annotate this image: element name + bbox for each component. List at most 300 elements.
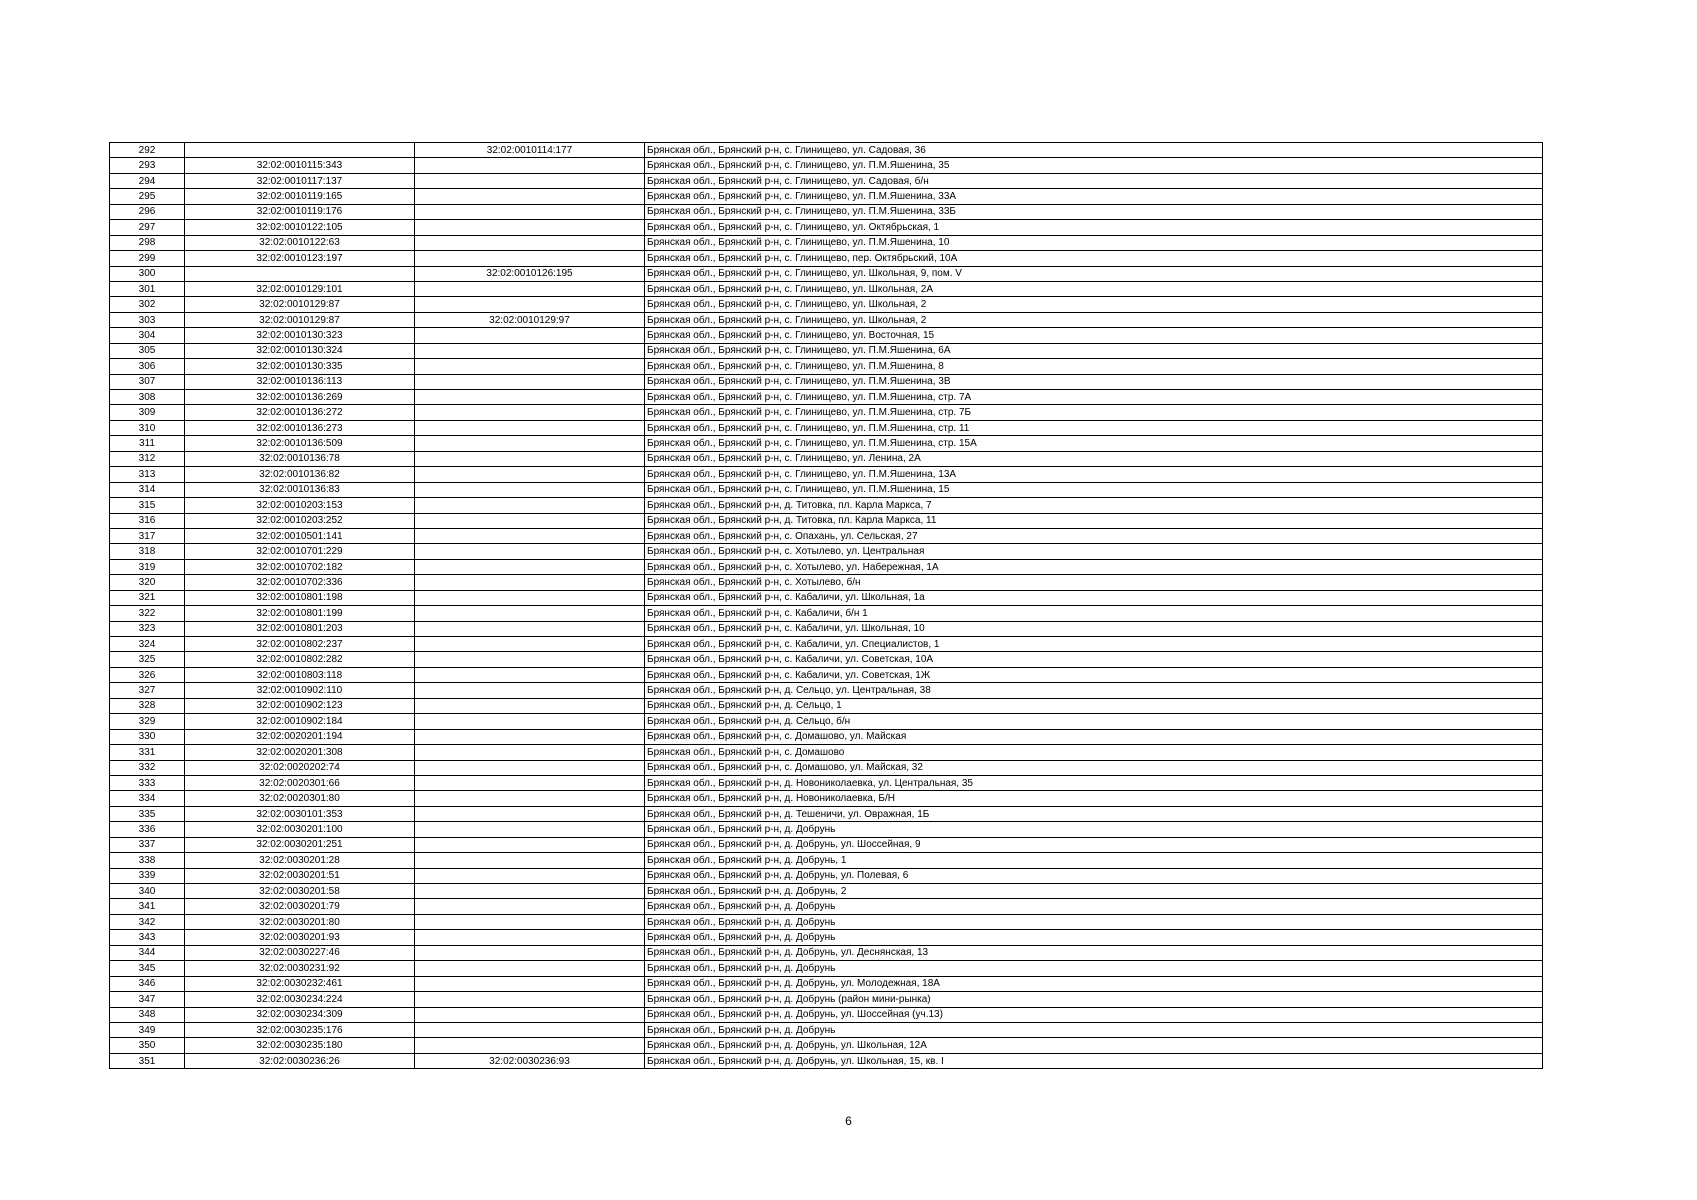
table-row: [110, 204, 1543, 219]
related-cadastral-number-cell: 32:02:0010129:97: [415, 312, 645, 327]
cadastral-number-cell: 32:02:0030232:461: [185, 976, 415, 991]
cadastral-number-cell: 32:02:0030201:58: [185, 884, 415, 899]
table-row: [110, 143, 1543, 158]
related-cadastral-number-cell: [415, 528, 645, 543]
table-row: [110, 714, 1543, 729]
row-number-cell: 301: [110, 281, 185, 296]
row-number-cell: 346: [110, 976, 185, 991]
table-row: [110, 775, 1543, 790]
row-number-cell: 338: [110, 853, 185, 868]
row-number-cell: 342: [110, 914, 185, 929]
cadastral-number-cell: 32:02:0020202:74: [185, 760, 415, 775]
row-number-cell: 306: [110, 359, 185, 374]
table-row: [110, 884, 1543, 899]
row-number-cell: 340: [110, 884, 185, 899]
address-cell: Брянская обл., Брянский р-н, с. Глинищево, ул. Октябрьская, 1: [645, 220, 1543, 235]
address-cell: Брянская обл., Брянский р-н, с. Глинищево, ул. Садовая, 36: [645, 143, 1543, 158]
table-row: [110, 1022, 1543, 1037]
table-row: [110, 343, 1543, 358]
related-cadastral-number-cell: [415, 467, 645, 482]
row-number-cell: 313: [110, 467, 185, 482]
address-cell: Брянская обл., Брянский р-н, с. Глинищево, ул. Восточная, 15: [645, 328, 1543, 343]
related-cadastral-number-cell: [415, 513, 645, 528]
row-number-cell: 302: [110, 297, 185, 312]
related-cadastral-number-cell: [415, 359, 645, 374]
address-cell: Брянская обл., Брянский р-н, с. Глинищево, ул. П.М.Яшенина, стр. 15А: [645, 436, 1543, 451]
cadastral-number-cell: 32:02:0010801:198: [185, 590, 415, 605]
address-cell: Брянская обл., Брянский р-н, д. Титовка, пл. Карла Маркса, 7: [645, 498, 1543, 513]
table-row: [110, 853, 1543, 868]
related-cadastral-number-cell: [415, 390, 645, 405]
cadastral-number-cell: 32:02:0010130:335: [185, 359, 415, 374]
address-cell: Брянская обл., Брянский р-н, д. Сельцо, ул. Центральная, 38: [645, 683, 1543, 698]
table-row: [110, 528, 1543, 543]
row-number-cell: 331: [110, 745, 185, 760]
related-cadastral-number-cell: [415, 559, 645, 574]
table-row: [110, 729, 1543, 744]
cadastral-number-cell: 32:02:0010117:137: [185, 173, 415, 188]
related-cadastral-number-cell: [415, 405, 645, 420]
cadastral-number-cell: 32:02:0030201:251: [185, 837, 415, 852]
address-cell: Брянская обл., Брянский р-н, с. Глинищево, ул. Школьная, 2: [645, 297, 1543, 312]
address-cell: Брянская обл., Брянский р-н, с. Глинищево, ул. П.М.Яшенина, 15: [645, 482, 1543, 497]
cadastral-number-cell: 32:02:0010122:105: [185, 220, 415, 235]
row-number-cell: 341: [110, 899, 185, 914]
table-row: [110, 559, 1543, 574]
cadastral-number-cell: [185, 143, 415, 158]
cadastral-number-cell: 32:02:0010801:203: [185, 621, 415, 636]
table-row: [110, 420, 1543, 435]
table-row: [110, 359, 1543, 374]
address-cell: Брянская обл., Брянский р-н, с. Глинищево, ул. П.М.Яшенина, 8: [645, 359, 1543, 374]
table-row: [110, 1007, 1543, 1022]
row-number-cell: 296: [110, 204, 185, 219]
related-cadastral-number-cell: [415, 328, 645, 343]
table-row: [110, 992, 1543, 1007]
address-cell: Брянская обл., Брянский р-н, с. Глинищево, ул. П.М.Яшенина, 3В: [645, 374, 1543, 389]
cadastral-number-cell: 32:02:0010130:324: [185, 343, 415, 358]
table-row: [110, 189, 1543, 204]
table-row: [110, 914, 1543, 929]
cadastral-number-cell: 32:02:0020201:194: [185, 729, 415, 744]
address-cell: Брянская обл., Брянский р-н, с. Домашово, ул. Майская, 32: [645, 760, 1543, 775]
row-number-cell: 318: [110, 544, 185, 559]
row-number-cell: 311: [110, 436, 185, 451]
row-number-cell: 350: [110, 1038, 185, 1053]
related-cadastral-number-cell: [415, 189, 645, 204]
address-cell: Брянская обл., Брянский р-н, с. Домашово, ул. Майская: [645, 729, 1543, 744]
address-cell: Брянская обл., Брянский р-н, с. Хотылево, б/н: [645, 575, 1543, 590]
related-cadastral-number-cell: [415, 745, 645, 760]
row-number-cell: 307: [110, 374, 185, 389]
table-row: [110, 436, 1543, 451]
related-cadastral-number-cell: [415, 637, 645, 652]
cadastral-number-cell: 32:02:0030231:92: [185, 961, 415, 976]
related-cadastral-number-cell: [415, 297, 645, 312]
table-row: [110, 652, 1543, 667]
property-register-table: [109, 142, 1543, 1069]
address-cell: Брянская обл., Брянский р-н, д. Добрунь: [645, 930, 1543, 945]
address-cell: Брянская обл., Брянский р-н, с. Опахань, ул. Сельская, 27: [645, 528, 1543, 543]
row-number-cell: 294: [110, 173, 185, 188]
row-number-cell: 323: [110, 621, 185, 636]
related-cadastral-number-cell: [415, 961, 645, 976]
table-row: [110, 173, 1543, 188]
table-row: [110, 1038, 1543, 1053]
related-cadastral-number-cell: [415, 853, 645, 868]
cadastral-number-cell: 32:02:0010136:509: [185, 436, 415, 451]
cadastral-number-cell: 32:02:0010902:184: [185, 714, 415, 729]
related-cadastral-number-cell: [415, 220, 645, 235]
address-cell: Брянская обл., Брянский р-н, д. Добрунь: [645, 914, 1543, 929]
row-number-cell: 322: [110, 606, 185, 621]
row-number-cell: 333: [110, 775, 185, 790]
row-number-cell: 335: [110, 806, 185, 821]
address-cell: Брянская обл., Брянский р-н, д. Сельцо, 1: [645, 698, 1543, 713]
row-number-cell: 345: [110, 961, 185, 976]
table-row: [110, 544, 1543, 559]
address-cell: Брянская обл., Брянский р-н, с. Глинищево, ул. П.М.Яшенина, 33Б: [645, 204, 1543, 219]
row-number-cell: 299: [110, 251, 185, 266]
related-cadastral-number-cell: [415, 590, 645, 605]
related-cadastral-number-cell: [415, 714, 645, 729]
related-cadastral-number-cell: [415, 343, 645, 358]
cadastral-number-cell: 32:02:0010702:336: [185, 575, 415, 590]
row-number-cell: 320: [110, 575, 185, 590]
address-cell: Брянская обл., Брянский р-н, д. Новониколаевка, Б/Н: [645, 791, 1543, 806]
related-cadastral-number-cell: [415, 760, 645, 775]
table-row: [110, 235, 1543, 250]
table-row: [110, 498, 1543, 513]
row-number-cell: 330: [110, 729, 185, 744]
table-row: [110, 976, 1543, 991]
related-cadastral-number-cell: [415, 606, 645, 621]
cadastral-number-cell: 32:02:0030234:224: [185, 992, 415, 1007]
related-cadastral-number-cell: [415, 281, 645, 296]
address-cell: Брянская обл., Брянский р-н, с. Кабаличи, б/н 1: [645, 606, 1543, 621]
related-cadastral-number-cell: 32:02:0010114:177: [415, 143, 645, 158]
row-number-cell: 310: [110, 420, 185, 435]
related-cadastral-number-cell: [415, 451, 645, 466]
cadastral-number-cell: 32:02:0010203:252: [185, 513, 415, 528]
address-cell: Брянская обл., Брянский р-н, с. Глинищево, ул. П.М.Яшенина, 10: [645, 235, 1543, 250]
row-number-cell: 337: [110, 837, 185, 852]
row-number-cell: 317: [110, 528, 185, 543]
related-cadastral-number-cell: [415, 791, 645, 806]
cadastral-number-cell: 32:02:0030235:176: [185, 1022, 415, 1037]
row-number-cell: 319: [110, 559, 185, 574]
related-cadastral-number-cell: [415, 498, 645, 513]
address-cell: Брянская обл., Брянский р-н, с. Кабаличи, ул. Специалистов, 1: [645, 637, 1543, 652]
cadastral-number-cell: 32:02:0030236:26: [185, 1053, 415, 1068]
related-cadastral-number-cell: [415, 930, 645, 945]
address-cell: Брянская обл., Брянский р-н, д. Добрунь (район мини-рынка): [645, 992, 1543, 1007]
address-cell: Брянская обл., Брянский р-н, с. Глинищево, ул. Садовая, б/н: [645, 173, 1543, 188]
table-row: [110, 467, 1543, 482]
related-cadastral-number-cell: [415, 837, 645, 852]
table-row: [110, 637, 1543, 652]
cadastral-number-cell: 32:02:0030201:80: [185, 914, 415, 929]
table-row: [110, 760, 1543, 775]
address-cell: Брянская обл., Брянский р-н, д. Добрунь, ул. Шоссейная (уч.13): [645, 1007, 1543, 1022]
address-cell: Брянская обл., Брянский р-н, с. Глинищево, ул. Школьная, 2А: [645, 281, 1543, 296]
related-cadastral-number-cell: 32:02:0010126:195: [415, 266, 645, 281]
cadastral-number-cell: 32:02:0010130:323: [185, 328, 415, 343]
row-number-cell: 339: [110, 868, 185, 883]
table-row: [110, 251, 1543, 266]
table-row: [110, 698, 1543, 713]
related-cadastral-number-cell: [415, 251, 645, 266]
row-number-cell: 303: [110, 312, 185, 327]
related-cadastral-number-cell: [415, 992, 645, 1007]
address-cell: Брянская обл., Брянский р-н, с. Глинищево, ул. Школьная, 9, пом. V: [645, 266, 1543, 281]
cadastral-number-cell: 32:02:0010801:199: [185, 606, 415, 621]
address-cell: Брянская обл., Брянский р-н, с. Глинищево, ул. П.М.Яшенина, 35: [645, 158, 1543, 173]
row-number-cell: 348: [110, 1007, 185, 1022]
cadastral-number-cell: 32:02:0010136:272: [185, 405, 415, 420]
row-number-cell: 316: [110, 513, 185, 528]
related-cadastral-number-cell: [415, 698, 645, 713]
address-cell: Брянская обл., Брянский р-н, д. Добрунь, ул. Деснянская, 13: [645, 945, 1543, 960]
related-cadastral-number-cell: [415, 1007, 645, 1022]
cadastral-number-cell: 32:02:0010902:110: [185, 683, 415, 698]
address-cell: Брянская обл., Брянский р-н, д. Добрунь, ул. Полевая, 6: [645, 868, 1543, 883]
cadastral-number-cell: 32:02:0010803:118: [185, 667, 415, 682]
related-cadastral-number-cell: 32:02:0030236:93: [415, 1053, 645, 1068]
address-cell: Брянская обл., Брянский р-н, д. Добрунь, ул. Молодежная, 18А: [645, 976, 1543, 991]
address-cell: Брянская обл., Брянский р-н, с. Глинищево, ул. П.М.Яшенина, 33А: [645, 189, 1543, 204]
related-cadastral-number-cell: [415, 204, 645, 219]
cadastral-number-cell: [185, 266, 415, 281]
address-cell: Брянская обл., Брянский р-н, с. Кабаличи, ул. Школьная, 1а: [645, 590, 1543, 605]
address-cell: Брянская обл., Брянский р-н, с. Глинищево, ул. П.М.Яшенина, стр. 11: [645, 420, 1543, 435]
address-cell: Брянская обл., Брянский р-н, с. Глинищево, пер. Октябрьский, 10А: [645, 251, 1543, 266]
table-row: [110, 575, 1543, 590]
cadastral-number-cell: 32:02:0010136:82: [185, 467, 415, 482]
cadastral-number-cell: 32:02:0030234:309: [185, 1007, 415, 1022]
address-cell: Брянская обл., Брянский р-н, д. Добрунь: [645, 961, 1543, 976]
row-number-cell: 343: [110, 930, 185, 945]
related-cadastral-number-cell: [415, 945, 645, 960]
cadastral-number-cell: 32:02:0030235:180: [185, 1038, 415, 1053]
table-row: [110, 158, 1543, 173]
cadastral-number-cell: 32:02:0020301:66: [185, 775, 415, 790]
row-number-cell: 298: [110, 235, 185, 250]
row-number-cell: 304: [110, 328, 185, 343]
cadastral-number-cell: 32:02:0010702:182: [185, 559, 415, 574]
row-number-cell: 324: [110, 637, 185, 652]
cadastral-number-cell: 32:02:0030201:93: [185, 930, 415, 945]
cadastral-number-cell: 32:02:0010136:83: [185, 482, 415, 497]
cadastral-number-cell: 32:02:0020301:80: [185, 791, 415, 806]
address-cell: Брянская обл., Брянский р-н, с. Кабаличи, ул. Советская, 10А: [645, 652, 1543, 667]
table-row: [110, 683, 1543, 698]
address-cell: Брянская обл., Брянский р-н, с. Кабаличи, ул. Школьная, 10: [645, 621, 1543, 636]
address-cell: Брянская обл., Брянский р-н, д. Сельцо, б/н: [645, 714, 1543, 729]
related-cadastral-number-cell: [415, 775, 645, 790]
table-row: [110, 822, 1543, 837]
cadastral-number-cell: 32:02:0010136:269: [185, 390, 415, 405]
row-number-cell: 321: [110, 590, 185, 605]
row-number-cell: 305: [110, 343, 185, 358]
address-cell: Брянская обл., Брянский р-н, с. Глинищево, ул. Ленина, 2А: [645, 451, 1543, 466]
related-cadastral-number-cell: [415, 420, 645, 435]
table-row: [110, 745, 1543, 760]
row-number-cell: 349: [110, 1022, 185, 1037]
cadastral-number-cell: 32:02:0030201:100: [185, 822, 415, 837]
related-cadastral-number-cell: [415, 482, 645, 497]
related-cadastral-number-cell: [415, 374, 645, 389]
table-row: [110, 667, 1543, 682]
address-cell: Брянская обл., Брянский р-н, д. Добрунь, ул. Школьная, 12А: [645, 1038, 1543, 1053]
related-cadastral-number-cell: [415, 436, 645, 451]
table-row: [110, 945, 1543, 960]
table-row: [110, 220, 1543, 235]
table-row: [110, 930, 1543, 945]
table-row: [110, 405, 1543, 420]
cadastral-number-cell: 32:02:0010902:123: [185, 698, 415, 713]
table-row: [110, 482, 1543, 497]
row-number-cell: 297: [110, 220, 185, 235]
address-cell: Брянская обл., Брянский р-н, с. Домашово: [645, 745, 1543, 760]
related-cadastral-number-cell: [415, 806, 645, 821]
row-number-cell: 326: [110, 667, 185, 682]
related-cadastral-number-cell: [415, 652, 645, 667]
address-cell: Брянская обл., Брянский р-н, д. Добрунь: [645, 1022, 1543, 1037]
related-cadastral-number-cell: [415, 884, 645, 899]
cadastral-number-cell: 32:02:0010802:282: [185, 652, 415, 667]
row-number-cell: 309: [110, 405, 185, 420]
address-cell: Брянская обл., Брянский р-н, д. Добрунь, ул. Шоссейная, 9: [645, 837, 1543, 852]
cadastral-number-cell: 32:02:0030101:353: [185, 806, 415, 821]
cadastral-number-cell: 32:02:0010136:113: [185, 374, 415, 389]
related-cadastral-number-cell: [415, 621, 645, 636]
related-cadastral-number-cell: [415, 914, 645, 929]
related-cadastral-number-cell: [415, 822, 645, 837]
cadastral-number-cell: 32:02:0010122:63: [185, 235, 415, 250]
address-cell: Брянская обл., Брянский р-н, д. Добрунь: [645, 899, 1543, 914]
table-row: [110, 961, 1543, 976]
address-cell: Брянская обл., Брянский р-н, с. Глинищево, ул. Школьная, 2: [645, 312, 1543, 327]
table-row: [110, 1053, 1543, 1068]
address-cell: Брянская обл., Брянский р-н, с. Глинищево, ул. П.М.Яшенина, стр. 7А: [645, 390, 1543, 405]
cadastral-number-cell: 32:02:0010501:141: [185, 528, 415, 543]
address-cell: Брянская обл., Брянский р-н, с. Глинищево, ул. П.М.Яшенина, 13А: [645, 467, 1543, 482]
table-row: [110, 868, 1543, 883]
related-cadastral-number-cell: [415, 173, 645, 188]
row-number-cell: 347: [110, 992, 185, 1007]
cadastral-number-cell: 32:02:0010129:87: [185, 312, 415, 327]
cadastral-number-cell: 32:02:0030201:79: [185, 899, 415, 914]
row-number-cell: 292: [110, 143, 185, 158]
table-row: [110, 266, 1543, 281]
row-number-cell: 293: [110, 158, 185, 173]
related-cadastral-number-cell: [415, 1022, 645, 1037]
row-number-cell: 314: [110, 482, 185, 497]
address-cell: Брянская обл., Брянский р-н, д. Добрунь: [645, 822, 1543, 837]
table-row: [110, 806, 1543, 821]
cadastral-number-cell: 32:02:0010136:78: [185, 451, 415, 466]
row-number-cell: 329: [110, 714, 185, 729]
row-number-cell: 315: [110, 498, 185, 513]
related-cadastral-number-cell: [415, 976, 645, 991]
related-cadastral-number-cell: [415, 868, 645, 883]
table-row: [110, 606, 1543, 621]
cadastral-number-cell: 32:02:0010136:273: [185, 420, 415, 435]
table-row: [110, 451, 1543, 466]
row-number-cell: 336: [110, 822, 185, 837]
address-cell: Брянская обл., Брянский р-н, д. Тешеничи, ул. Овражная, 1Б: [645, 806, 1543, 821]
row-number-cell: 300: [110, 266, 185, 281]
row-number-cell: 328: [110, 698, 185, 713]
page-number: 6: [845, 1114, 852, 1128]
row-number-cell: 344: [110, 945, 185, 960]
address-cell: Брянская обл., Брянский р-н, д. Новониколаевка, ул. Центральная, 35: [645, 775, 1543, 790]
table-row: [110, 513, 1543, 528]
address-cell: Брянская обл., Брянский р-н, д. Добрунь, 2: [645, 884, 1543, 899]
table-row: [110, 312, 1543, 327]
table-row: [110, 374, 1543, 389]
table-row: [110, 297, 1543, 312]
cadastral-number-cell: 32:02:0020201:308: [185, 745, 415, 760]
cadastral-number-cell: 32:02:0010701:229: [185, 544, 415, 559]
related-cadastral-number-cell: [415, 729, 645, 744]
related-cadastral-number-cell: [415, 544, 645, 559]
related-cadastral-number-cell: [415, 1038, 645, 1053]
row-number-cell: 308: [110, 390, 185, 405]
cadastral-number-cell: 32:02:0030201:51: [185, 868, 415, 883]
table-row: [110, 390, 1543, 405]
table-row: [110, 791, 1543, 806]
cadastral-number-cell: 32:02:0030201:28: [185, 853, 415, 868]
cadastral-number-cell: 32:02:0010129:101: [185, 281, 415, 296]
table-row: [110, 899, 1543, 914]
table-row: [110, 328, 1543, 343]
row-number-cell: 312: [110, 451, 185, 466]
row-number-cell: 332: [110, 760, 185, 775]
related-cadastral-number-cell: [415, 235, 645, 250]
row-number-cell: 325: [110, 652, 185, 667]
address-cell: Брянская обл., Брянский р-н, с. Кабаличи, ул. Советская, 1Ж: [645, 667, 1543, 682]
cadastral-number-cell: 32:02:0010123:197: [185, 251, 415, 266]
cadastral-number-cell: 32:02:0010119:165: [185, 189, 415, 204]
table-row: [110, 621, 1543, 636]
table-row: [110, 837, 1543, 852]
row-number-cell: 334: [110, 791, 185, 806]
address-cell: Брянская обл., Брянский р-н, с. Глинищево, ул. П.М.Яшенина, 6А: [645, 343, 1543, 358]
address-cell: Брянская обл., Брянский р-н, д. Добрунь, ул. Школьная, 15, кв. I: [645, 1053, 1543, 1068]
cadastral-number-cell: 32:02:0010129:87: [185, 297, 415, 312]
row-number-cell: 351: [110, 1053, 185, 1068]
related-cadastral-number-cell: [415, 683, 645, 698]
cadastral-number-cell: 32:02:0030227:46: [185, 945, 415, 960]
cadastral-number-cell: 32:02:0010115:343: [185, 158, 415, 173]
cadastral-number-cell: 32:02:0010119:176: [185, 204, 415, 219]
cadastral-number-cell: 32:02:0010802:237: [185, 637, 415, 652]
row-number-cell: 295: [110, 189, 185, 204]
related-cadastral-number-cell: [415, 158, 645, 173]
address-cell: Брянская обл., Брянский р-н, с. Хотылево, ул. Центральная: [645, 544, 1543, 559]
address-cell: Брянская обл., Брянский р-н, с. Хотылево, ул. Набережная, 1А: [645, 559, 1543, 574]
address-cell: Брянская обл., Брянский р-н, д. Титовка, пл. Карла Маркса, 11: [645, 513, 1543, 528]
address-cell: Брянская обл., Брянский р-н, с. Глинищево, ул. П.М.Яшенина, стр. 7Б: [645, 405, 1543, 420]
table-body: [110, 143, 1543, 1069]
related-cadastral-number-cell: [415, 667, 645, 682]
address-cell: Брянская обл., Брянский р-н, д. Добрунь, 1: [645, 853, 1543, 868]
related-cadastral-number-cell: [415, 899, 645, 914]
row-number-cell: 327: [110, 683, 185, 698]
table-row: [110, 281, 1543, 296]
